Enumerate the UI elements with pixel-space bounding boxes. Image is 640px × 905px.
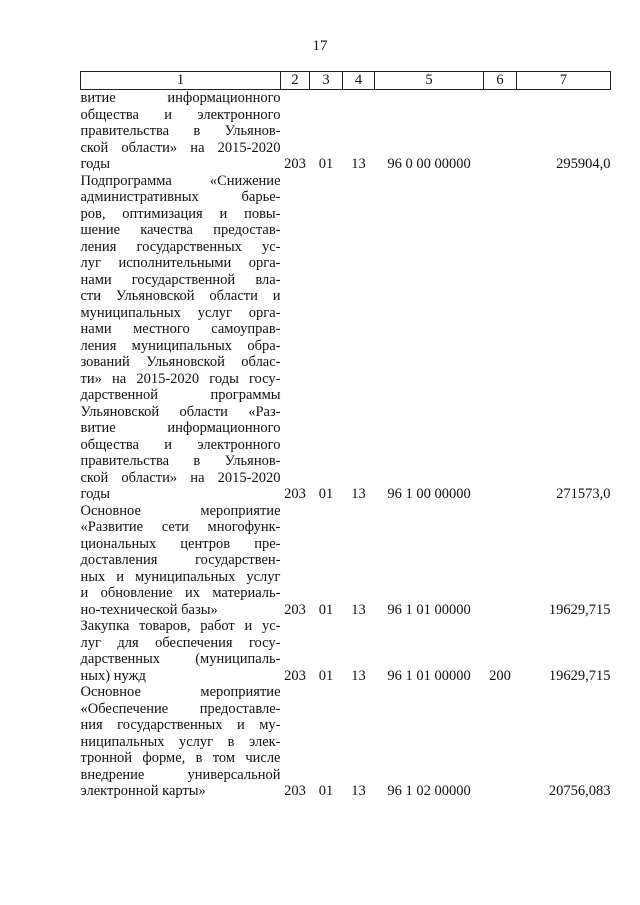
description-line: правительства в Ульянов- (80, 453, 281, 469)
description-line: дарственной программы (80, 387, 281, 403)
section-code-cell: 01 (318, 783, 334, 799)
expense-type-cell (484, 90, 517, 173)
subsection-code-cell: 13 (351, 156, 366, 172)
description-line: и обновление их материаль- (80, 585, 281, 601)
admin-code-cell: 203 (284, 486, 306, 502)
table-header-row (81, 72, 611, 90)
row-description (81, 173, 281, 503)
description-line: Подпрограмма «Снижение (80, 172, 281, 189)
description-line: зований Ульяновской облас- (80, 354, 281, 370)
description-line: годы (80, 156, 111, 172)
page-number: 17 (312, 38, 328, 54)
row-description (81, 503, 281, 619)
admin-code-cell: 203 (284, 667, 306, 684)
target-article-cell: 96 0 00 00000 (387, 156, 471, 172)
column-header-3: 3 (310, 72, 343, 90)
description-line: Закупка товаров, работ и ус- (80, 618, 281, 634)
amount-cell: 295904,0 (556, 156, 611, 172)
description-line: луг для обеспечения госу- (80, 634, 281, 651)
table-row (81, 90, 611, 173)
target-article-cell: 96 1 01 00000 (387, 667, 471, 684)
description-line: Основное мероприятие (80, 502, 281, 519)
table-row (81, 684, 611, 800)
description-line: ния государственных и му- (80, 717, 281, 733)
description-line: витие информационного (80, 90, 281, 106)
description-line: электронной карты» (80, 783, 206, 799)
expense-type-cell (484, 503, 517, 619)
expense-type-cell: 200 (489, 667, 511, 684)
table-body (81, 90, 611, 800)
column-header-7: 7 (517, 72, 611, 90)
description-line: ных и муниципальных услуг (80, 568, 281, 585)
subsection-code-cell: 13 (351, 783, 366, 799)
table-row (81, 618, 611, 684)
description-line: ления муниципальных обра- (80, 337, 281, 354)
row-description (81, 618, 281, 684)
description-line: циональных центров пре- (80, 535, 281, 552)
amount-cell: 20756,083 (548, 783, 611, 799)
description-line: ской области» на 2015-2020 (80, 469, 281, 486)
description-line: административных барье- (80, 189, 281, 205)
column-header-2: 2 (281, 72, 310, 90)
amount-cell: 19629,715 (548, 601, 611, 618)
subsection-code-cell: 13 (351, 486, 366, 502)
subsection-code-cell: 13 (351, 667, 366, 684)
description-line: шение качества предостав- (80, 222, 281, 238)
description-line: «Развитие сети многофунк- (80, 519, 281, 535)
description-line: доставления государствен- (80, 552, 281, 568)
table-row (81, 503, 611, 619)
section-code-cell: 01 (318, 156, 334, 172)
description-line: ти» на 2015-2020 годы госу- (80, 370, 281, 387)
column-header-5: 5 (375, 72, 484, 90)
description-line: ных) нужд (80, 667, 146, 684)
description-line: но-технической базы» (80, 601, 218, 618)
row-description (81, 90, 281, 173)
column-header-6: 6 (484, 72, 517, 90)
section-code-cell: 01 (318, 601, 334, 618)
description-line: сти Ульяновской области и (80, 288, 281, 304)
description-line: ниципальных услуг в элек- (80, 733, 281, 750)
description-line: тронной форме, в том числе (80, 750, 281, 766)
expense-type-cell (484, 173, 517, 503)
target-article-cell: 96 1 02 00000 (387, 783, 471, 799)
description-line: дарственных (муниципаль- (80, 651, 281, 667)
section-code-cell: 01 (318, 667, 334, 684)
description-line: общества и электронного (80, 106, 281, 123)
description-line: Ульяновской области «Раз- (80, 403, 281, 420)
column-header-1: 1 (81, 72, 281, 90)
description-line: правительства в Ульянов- (80, 123, 281, 139)
amount-cell: 19629,715 (548, 667, 611, 684)
amount-cell: 271573,0 (556, 486, 611, 502)
admin-code-cell: 203 (284, 601, 306, 618)
description-line: внедрение универсальной (80, 766, 281, 783)
description-line: ской области» на 2015-2020 (80, 139, 281, 156)
description-line: годы (80, 486, 111, 502)
description-line: Основное мероприятие (80, 684, 281, 700)
description-line: витие информационного (80, 420, 281, 436)
description-line: луг исполнительными орга- (80, 255, 281, 271)
description-line: ления государственных ус- (80, 238, 281, 255)
description-line: ров, оптимизация и повы- (80, 205, 281, 222)
description-line: «Обеспечение предоставле- (80, 700, 281, 717)
admin-code-cell: 203 (284, 156, 306, 172)
description-line: муниципальных услуг орга- (80, 304, 281, 321)
description-line: нами местного самоуправ- (80, 321, 281, 337)
row-description (81, 684, 281, 800)
admin-code-cell: 203 (284, 783, 306, 799)
budget-table (80, 71, 611, 800)
section-code-cell: 01 (318, 486, 334, 502)
description-line: нами государственной вла- (80, 271, 281, 288)
description-line: общества и электронного (80, 436, 281, 453)
target-article-cell: 96 1 01 00000 (387, 601, 471, 618)
expense-type-cell (484, 684, 517, 800)
column-header-4: 4 (343, 72, 375, 90)
subsection-code-cell: 13 (351, 601, 366, 618)
target-article-cell: 96 1 00 00000 (387, 486, 471, 502)
table-row (81, 173, 611, 503)
